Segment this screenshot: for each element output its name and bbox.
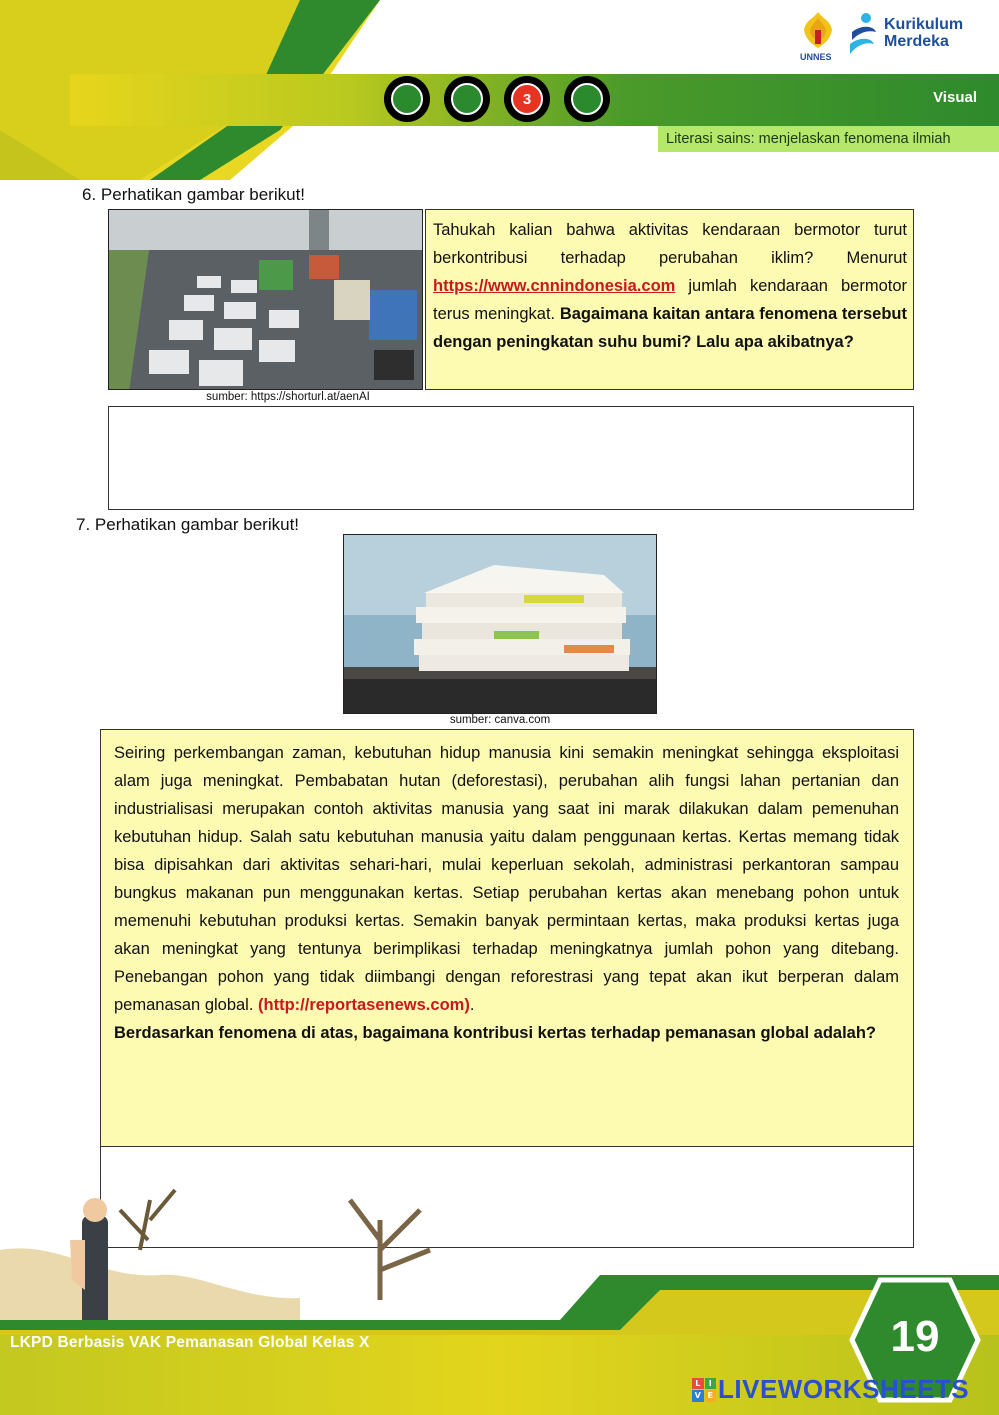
liveworksheets-wordmark: LIVEWORKSHEETS (718, 1374, 970, 1404)
page-number: 19 (890, 1312, 940, 1361)
q6-text-box (425, 209, 914, 390)
q6-title: 6. Perhatikan gambar berikut! (82, 185, 306, 204)
q7-paper-image (343, 534, 657, 714)
q6-question: Bagaimana kaitan antara fenomena tersebut dengan peningkatan suhu bumi? Lalu apa akibatnya? (433, 305, 907, 351)
q6-image-caption: sumber: https://shorturl.at/aenAI (206, 391, 370, 403)
kurikulum-merdeka-logo-icon (846, 12, 880, 62)
step-dot-1[interactable] (384, 76, 430, 122)
step-indicator (384, 76, 610, 122)
step-number: 3 (511, 83, 543, 115)
q7-image-caption: sumber: canva.com (449, 714, 551, 726)
unnes-label: UNNES (800, 52, 832, 62)
kurikulum-merdeka-wordmark: Kurikulum Merdeka (884, 16, 964, 50)
liveworksheets-logo-icon: L I V E (692, 1378, 716, 1402)
learning-mode-label: Visual (933, 89, 977, 106)
subtopic-banner: Literasi sains: menjelaskan fenomena ilmiah (658, 126, 999, 152)
q7-question: Berdasarkan fenomena di atas, bagaimana kontribusi kertas terhadap pemanasan global adalah? (114, 1024, 876, 1042)
q6-source-link[interactable]: https://www.cnnindonesia.com (433, 277, 676, 295)
header-logos (798, 8, 988, 64)
step-dot-3-active[interactable] (504, 76, 550, 122)
traffic-jam-image (109, 210, 423, 390)
q7-paragraph: Seiring perkembangan zaman, kebutuhan hidup manusia kini semakin meningkat sehingga eksploitasi alam juga meningkat. Pembabatan hutan (deforestasi), perubahan alih fungsi lahan pertanian dan industrialisasi merupakan contoh aktivitas manusia yang saat ini marak dilakukan dalam pemenuhan kebutuhan hidup. Salah satu kebutuhan manusia yaitu dalam penggunaan kertas. Kertas memang tidak bisa dipisahkan dari aktivitas sehari-hari, mulai keperluan sekolah, administrasi perkantoran sampau bungkus makanan pun menggunakan kertas. Setiap perubahan kertas akan menebang pohon untuk memenuhi kebutuhan produksi kertas. Semakin banyak permintaan kertas, maka produksi kertas juga akan meningkat yang tentunya berimplikasi terhadap meningkatnya jumlah pohon yang ditebang. Penebangan pohon yang tidak diimbangi dengan reforestrasi yang tepat akan ikut berperan dalam pemanasan global. (114, 744, 899, 1014)
book-title: LKPD Berbasis VAK Pemanasan Global Kelas X (10, 1334, 370, 1351)
step-dot-4[interactable] (564, 76, 610, 122)
q7-source-link[interactable]: (http://reportasenews.com) (258, 996, 470, 1014)
unnes-logo-icon (798, 8, 838, 52)
q6-continued-text: jumlah kendaraan bermotor terus meningkat. (433, 277, 908, 323)
q6-answer-box[interactable] (108, 406, 914, 510)
step-dot-2[interactable] (444, 76, 490, 122)
paper-stack-image (344, 535, 657, 714)
q7-text-box: Seiring perkembangan zaman, kebutuhan hidup manusia kini semakin meningkat sehingga eksploitasi alam juga meningkat. Pembabatan hutan (deforestasi), perubahan alih fungsi lahan pertanian dan industrialisasi merupakan contoh aktivitas manusia yang saat ini marak dilakukan dalam pemenuhan kebutuhan hidup. Salah satu kebutuhan manusia yaitu dalam penggunaan kertas. Kertas memang tidak bisa dipisahkan dari aktivitas sehari-hari, mulai keperluan sekolah, administrasi perkantoran sampau bungkus makanan pun menggunakan kertas. Setiap perubahan kertas akan menebang pohon untuk memenuhi kebutuhan produksi kertas. Semakin banyak permintaan kertas, maka produksi kertas juga akan meningkat yang tentunya berimplikasi terhadap meningkatnya jumlah pohon yang ditebang. Penebangan pohon yang tidak diimbangi dengan reforestrasi yang tepat akan ikut berperan dalam pemanasan global. (http://reportasenews.com). Berdasarkan fenomena di atas, bagaimana kontribusi kertas terhadap pemanasan global adalah? (100, 729, 914, 1147)
q7-title: 7. Perhatikan gambar berikut! (76, 515, 300, 534)
liveworksheets-brand[interactable] (692, 1374, 969, 1405)
q6-intro-text: Tahukah kalian bahwa aktivitas kendaraan bermotor turut berkontribusi terhadap perubahan iklim? Menurut (433, 221, 907, 267)
q6-traffic-image (108, 209, 423, 390)
